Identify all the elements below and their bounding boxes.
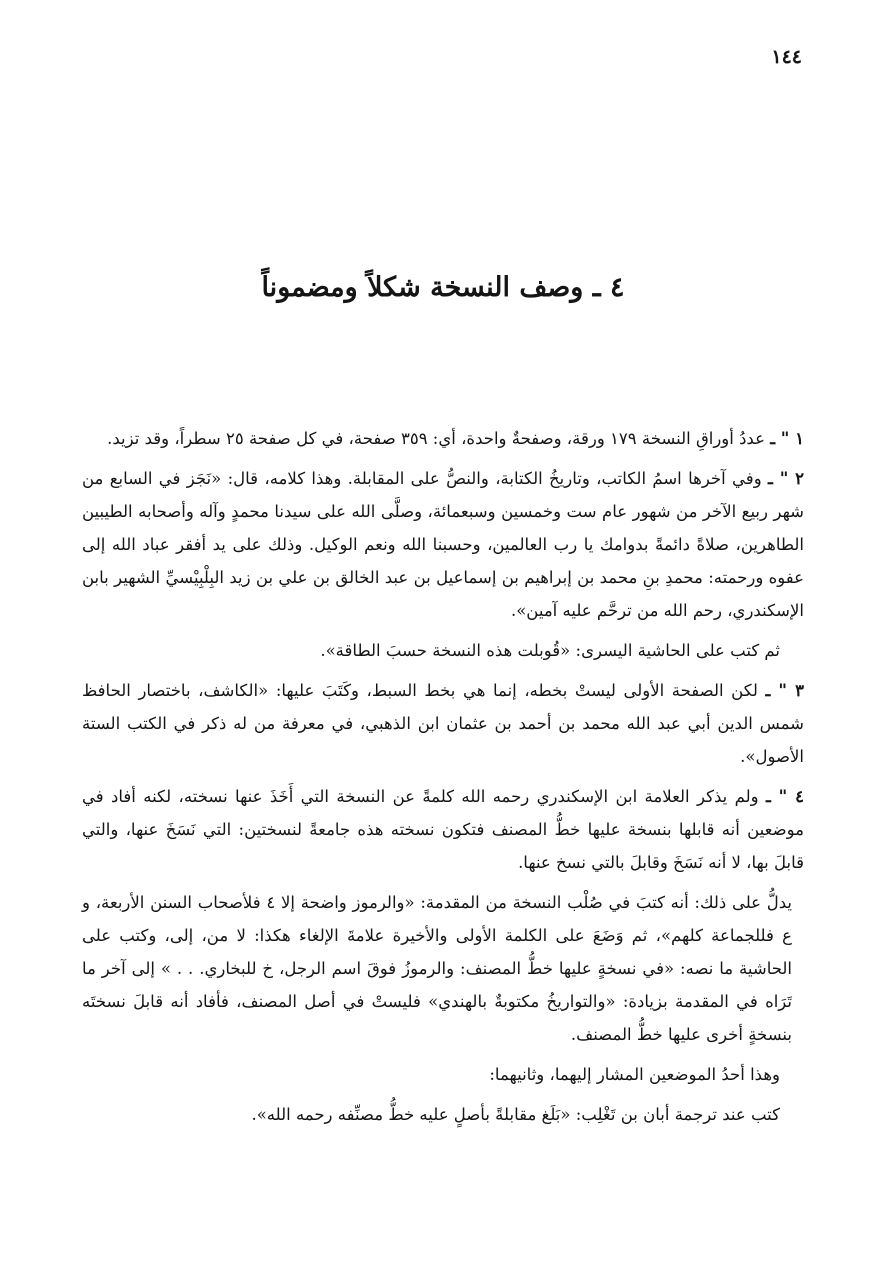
paragraph-6 bbox=[82, 886, 804, 1051]
paragraph-7 bbox=[82, 1058, 804, 1091]
paragraph-text: ثم كتب على الحاشية اليسرى: «قُوبلت هذه النسخة حسبَ الطاقة». bbox=[320, 641, 780, 660]
paragraph-number: ٤ " ـ bbox=[765, 787, 804, 806]
paragraph-1 bbox=[82, 422, 804, 455]
paragraph-number: ١ " ـ bbox=[770, 429, 804, 448]
paragraph-4 bbox=[82, 674, 804, 773]
paragraph-text: وهذا أحدُ الموضعين المشار إليهما، وثانيهما: bbox=[489, 1065, 780, 1084]
paragraph-5 bbox=[82, 780, 804, 879]
paragraph-text: عددُ أوراقِ النسخة ١٧٩ ورقة، وصفحةٌ واحدة، أي: ٣٥٩ صفحة، في كل صفحة ٢٥ سطراً، وقد تزيد. bbox=[107, 429, 765, 448]
paragraph-text: لكن الصفحة الأولى ليستْ بخطه، إنما هي بخط السبط، وكَتَبَ عليها: «الكاشف، باختصار الحافظ شمس الدين أبي عبد الله محمد بن أحمد بن عثمان ابن الذهبي، في معرفة من له ذكر في الكتب الستة الأصول». bbox=[82, 681, 804, 766]
paragraph-number: ٢ " ـ bbox=[768, 469, 804, 488]
paragraph-2 bbox=[82, 462, 804, 627]
paragraph-number: ٣ " ـ bbox=[765, 681, 805, 700]
paragraph-8 bbox=[82, 1098, 804, 1131]
paragraph-text: وفي آخرها اسمُ الكاتب، وتاريخُ الكتابة، والنصُّ على المقابلة. وهذا كلامه، قال: «نَجَز في السابع من شهر ربيع الآخر من شهور عام ست وخمسين وسبعمائة، وصلَّى الله على سيدنا محمدٍ وآله وأصحابه الطيبين الطاهرين، صلاةً دائمةً بدوامك يا رب العالمين، وحسبنا الله ونعم الوكيل. وذلك على يد أفقر عباد الله إلى عفوه ورحمته: محمدِ بنِ محمد بن إبراهيم بن إسماعيل بن عبد الخالق بن علي بن زيد البِلْبِيْسيِّ الشهير بابن الإسكندري، رحم الله من ترحَّم عليه آمين». bbox=[82, 469, 805, 620]
paragraph-text: ولم يذكر العلامة ابن الإسكندري رحمه الله كلمةً عن النسخة التي أَخَذَ عنها نسخته، لكنه أفاد في موضعين أنه قابلها بنسخة عليها خطُّ المصنف فتكون نسخته هذه جامعةً لنسختين: التي نَسَخَ عنها، والتي قابلَ بها، لا أنه نَسَخَ وقابلَ بالتي نسخ عنها. bbox=[82, 787, 804, 872]
paragraph-3 bbox=[82, 634, 804, 667]
body-text bbox=[82, 422, 804, 1138]
paragraph-text: كتب عند ترجمة أبان بن تَغْلِب: «بَلَغ مقابلةً بأصلٍ عليه خطُّ مصنِّفه رحمه الله». bbox=[251, 1105, 780, 1124]
page-number: ١٤٤ bbox=[771, 46, 802, 68]
paragraph-text: يدلُّ على ذلك: أنه كتبَ في صُلْب النسخة من المقدمة: «والرموز واضحة إلا ٤ فلأصحاب السنن الأربعة، و ع فللجماعة كلهم»، ثم وَضَعَ على الكلمة الأولى والأخيرة علامةَ الإلغاء هكذا: لا من، إلى، وكتب على الحاشية ما نصه: «في نسخةٍ عليها خطُّ المصنف: والرموزُ فوقَ اسم الرجل، خ للبخاري. . . » إلى آخر ما تَرَاه في المقدمة بزيادة: «والتواريخُ مكتوبةٌ بالهندي» فليستْ في أصل المصنف، فأفاد أنه قابلَ نسختَه بنسخةٍ أخرى عليها خطُّ المصنف. bbox=[82, 893, 792, 1044]
chapter-title: ٤ ـ وصف النسخة شكلاً ومضموناً bbox=[261, 272, 625, 303]
